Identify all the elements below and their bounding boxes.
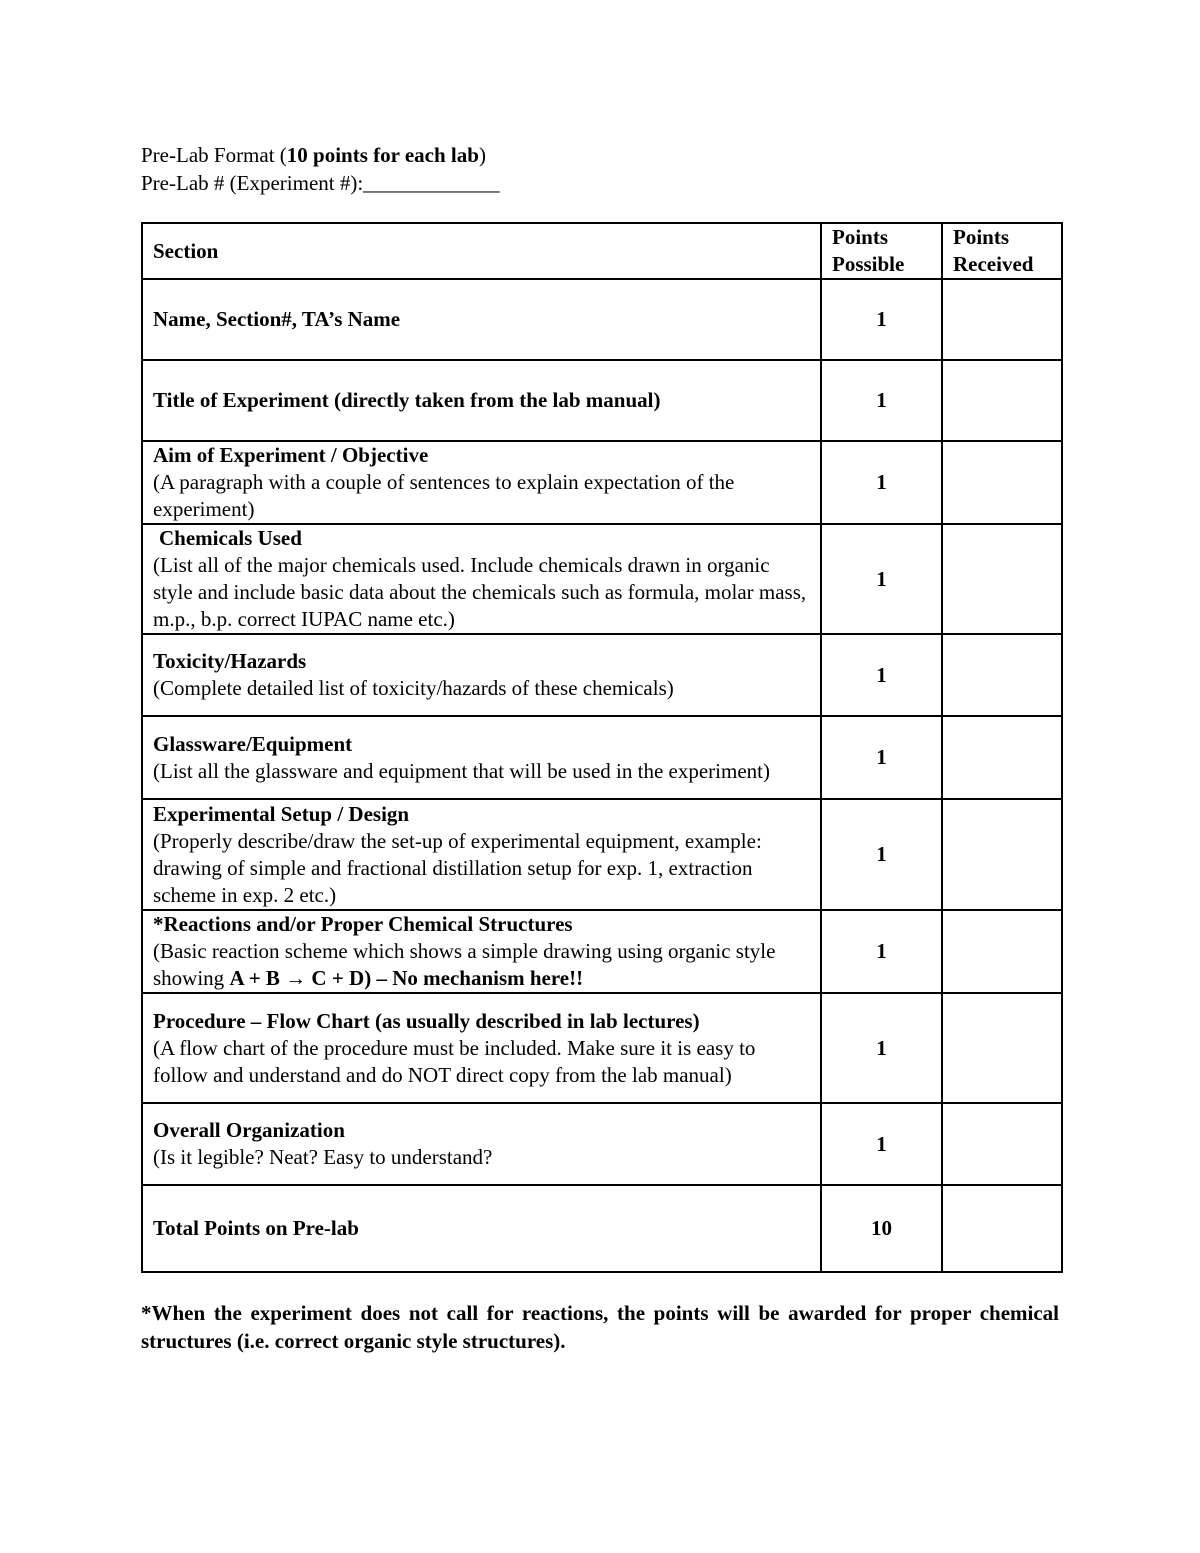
table-row <box>142 993 1062 1103</box>
points-received-cell[interactable] <box>942 716 1062 799</box>
row-title: Name, Section#, TA’s Name <box>153 307 401 331</box>
points-possible-cell: 1 <box>821 910 942 993</box>
points-received-cell[interactable] <box>942 279 1062 360</box>
row-description: (A paragraph with a couple of sentences to explain expectation of the experiment) <box>153 470 735 521</box>
grading-rubric-table <box>141 222 1063 1273</box>
points-received-cell[interactable] <box>942 910 1062 993</box>
points-received-cell[interactable] <box>942 993 1062 1103</box>
reaction-scheme-note: A + B → C + D) – No mechanism here!! <box>229 966 584 990</box>
row-description: (Properly describe/draw the set-up of experimental equipment, example: drawing of simple and fractional distillation setup for exp. 1, extraction scheme in exp. 2 etc.) <box>153 828 762 907</box>
row-description: (Complete detailed list of toxicity/hazards of these chemicals) <box>153 676 674 700</box>
points-possible-cell: 1 <box>821 799 942 910</box>
row-description: (Is it legible? Neat? Easy to understand? <box>153 1145 493 1169</box>
table-row <box>142 524 1062 634</box>
points-possible-cell: 1 <box>821 524 942 634</box>
table-row <box>142 1103 1062 1185</box>
points-received-total[interactable] <box>942 1185 1062 1272</box>
row-title: Total Points on Pre-lab <box>153 1216 359 1240</box>
table-row-total <box>142 1185 1062 1272</box>
row-title: Title of Experiment (directly taken from the lab manual) <box>153 388 661 412</box>
row-title: Experimental Setup / Design <box>153 801 410 826</box>
row-description: (A flow chart of the procedure must be included. Make sure it is easy to follow and understand and do NOT direct copy from the lab manual) <box>153 1035 756 1087</box>
points-possible-cell: 1 <box>821 441 942 524</box>
points-possible-cell: 1 <box>821 634 942 716</box>
row-title: Chemicals Used <box>159 526 302 550</box>
prelab-number-line: Pre-Lab # (Experiment #):_____________ <box>141 171 500 195</box>
row-description: (List all of the major chemicals used. Include chemicals drawn in organic style and include basic data about the chemicals such as formula, molar mass, m.p., b.p. correct IUPAC name etc.) <box>153 553 807 631</box>
column-header-points-received: Points Received <box>942 223 1062 279</box>
table-row <box>142 716 1062 799</box>
table-row <box>142 634 1062 716</box>
points-possible-cell: 1 <box>821 716 942 799</box>
points-possible-total: 10 <box>821 1185 942 1272</box>
points-possible-cell: 1 <box>821 360 942 441</box>
row-description: (Basic reaction scheme which shows a simple drawing using organic style showing A + B → C + D) – No mechanism here!! <box>153 939 776 990</box>
format-label: Pre-Lab Format ( <box>141 143 287 167</box>
format-points: 10 points for each lab <box>286 143 479 167</box>
footnote: *When the experiment does not call for reactions, the points will be awarded for proper chemical structures (i.e. correct organic style structures). <box>141 1301 1059 1353</box>
document-header <box>141 141 500 197</box>
format-line <box>141 141 500 169</box>
table-row <box>142 441 1062 524</box>
points-received-cell[interactable] <box>942 441 1062 524</box>
row-title: Toxicity/Hazards <box>153 649 307 673</box>
points-received-cell[interactable] <box>942 360 1062 441</box>
row-title: *Reactions and/or Proper Chemical Structures <box>153 912 573 936</box>
table-row <box>142 910 1062 993</box>
column-header-points-possible: Points Possible <box>821 223 942 279</box>
row-title: Aim of Experiment / Objective <box>153 443 429 467</box>
points-received-cell[interactable] <box>942 634 1062 716</box>
row-title: Overall Organization <box>153 1118 345 1142</box>
points-possible-cell: 1 <box>821 1103 942 1185</box>
column-header-section: Section <box>142 223 821 279</box>
row-title: Procedure – Flow Chart (as usually described in lab lectures) <box>153 1008 700 1033</box>
points-received-cell[interactable] <box>942 524 1062 634</box>
points-possible-cell: 1 <box>821 279 942 360</box>
table-row <box>142 279 1062 360</box>
points-received-cell[interactable] <box>942 1103 1062 1185</box>
row-title: Glassware/Equipment <box>153 731 353 756</box>
table-row <box>142 360 1062 441</box>
row-description: (List all the glassware and equipment that will be used in the experiment) <box>153 758 770 783</box>
table-header-row <box>142 223 1062 279</box>
points-received-cell[interactable] <box>942 799 1062 910</box>
format-suffix: ) <box>478 143 486 167</box>
points-possible-cell: 1 <box>821 993 942 1103</box>
table-row <box>142 799 1062 910</box>
